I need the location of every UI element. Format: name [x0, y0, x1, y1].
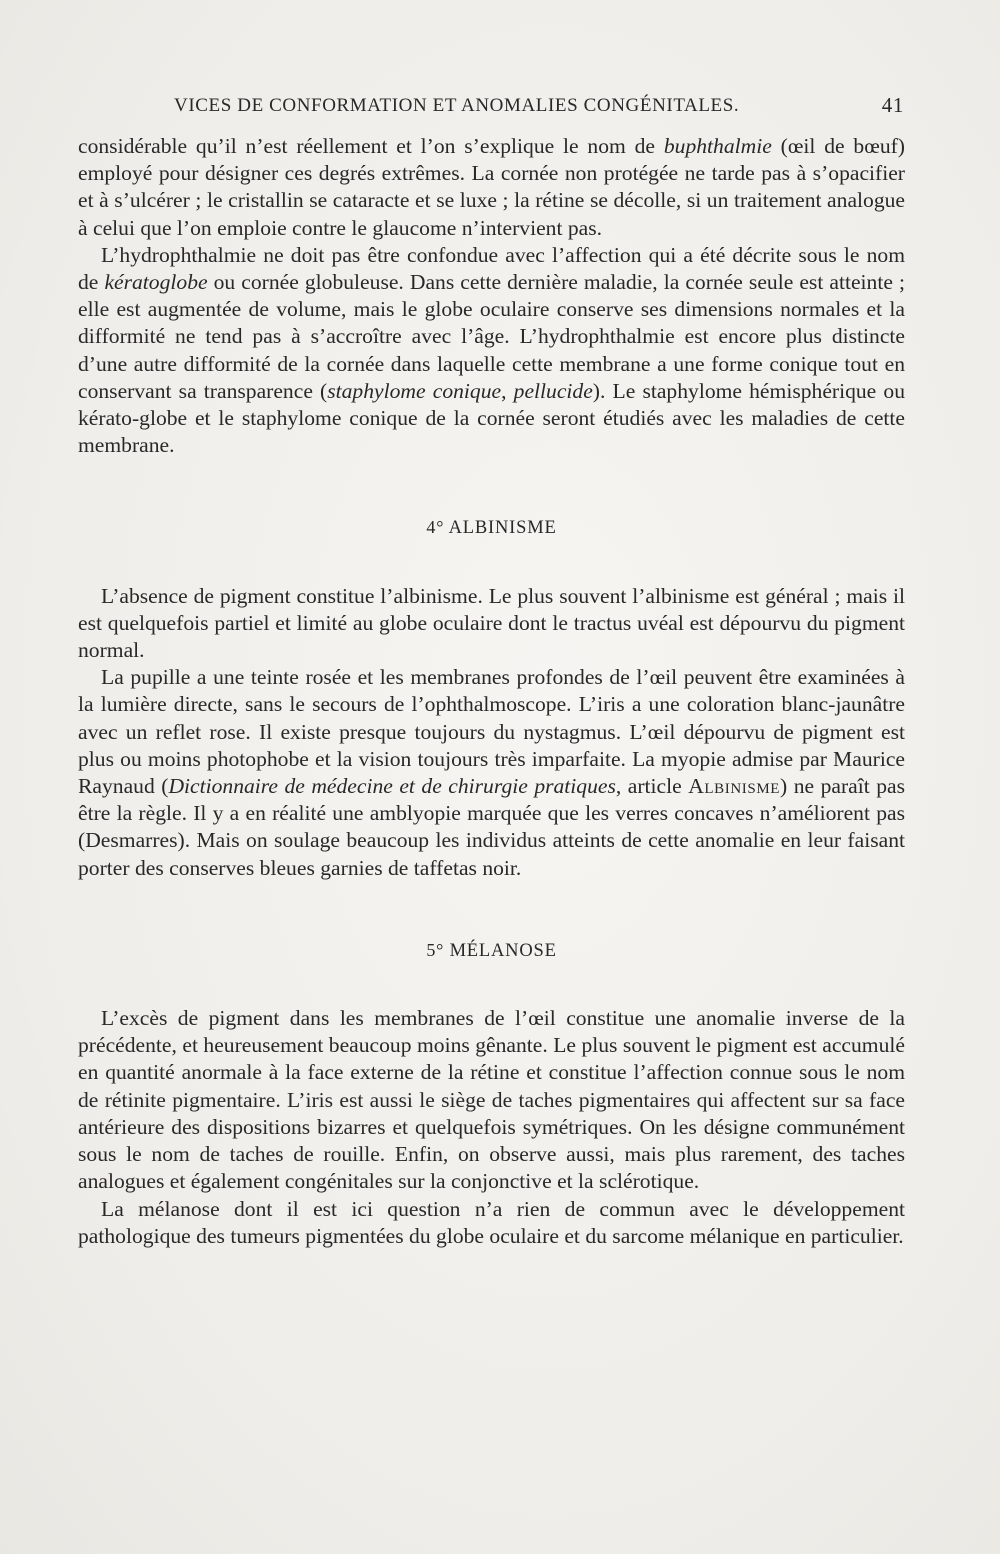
paragraph-albinisme-2 [78, 664, 905, 882]
page-number: 41 [881, 93, 904, 117]
section-number: 4° [426, 517, 445, 538]
text-run: L’hydrophthalmie ne doit pas être confondue avec l’affection qui a été décrite sous le nom de [78, 242, 905, 295]
section-title: ALBINISME [448, 518, 557, 539]
paragraph-buphthalmie [78, 133, 905, 242]
paragraph-albinisme-1: L’absence de pigment constitue l’albinisme. Le plus souvent l’albinisme est général ; mais il est quelquefois partiel et limité au globe oculaire dont le tractus uvéal est dépourvu du pigment normal. [78, 583, 905, 663]
text-run: La pupille a une teinte rosée et les membranes profondes de l’œil peuvent être examinées à la lumière directe, sans le secours de l’ophthalmoscope. L’iris a une coloration blanc-jaunâtre avec un reflet rose. Il existe presque toujours du nystagmus. L’œil dépourvu de pigment est plus ou moins photophobe et la vision toujours très imparfaite. La myopie admise par Maurice Raynaud ( [78, 665, 905, 799]
section-title: MÉLANOSE [449, 940, 557, 961]
section-heading-albinisme [78, 514, 905, 542]
paragraph-keratoglobe [78, 242, 905, 460]
running-header [174, 95, 904, 127]
italic-term: kératoglobe [104, 270, 208, 295]
body-text [78, 133, 905, 1250]
italic-citation: Dictionnaire de médecine et de chirurgie pratiques [168, 774, 616, 799]
italic-term: pellucide [513, 378, 593, 403]
paragraph-melanose-1: L’excès de pigment dans les membranes de l’œil constitue une anomalie inverse de la précédente, et heureusement beaucoup moins gênante. Le plus souvent le pigment est accumulé en quantité anormale à la face externe de la rétine et constitue l’affection connue sous le nom de rétinite pigmentaire. L’iris est aussi le siège de taches pigmentaires qui affectent sur sa face antérieure des dispositions bizarres et quelquefois symétriques. On les désigne communément sous le nom de taches de rouille. Enfin, on observe aussi, mais plus rarement, des taches analogues et également congénitales sur la conjonctive et la sclérotique. [78, 1006, 905, 1194]
text-run: (œil de bœuf) employé pour désigner ces degrés extrêmes. La cornée non protégée ne tarde pas à s’opacifier et à s’ulcérer ; le cristallin se cataracte et se luxe ; la rétine se décolle, si un traitement analogue à celui que l’on emploie contre le glaucome n’intervient pas. [78, 134, 905, 240]
paragraph-melanose-2: La mélanose dont il est ici question n’a rien de commun avec le développement pathologique des tumeurs pigmentées du globe oculaire et du sarcome mélanique en particulier. [78, 1196, 905, 1248]
running-title: VICES DE CONFORMATION ET ANOMALIES CONGÉNITALES. [174, 95, 740, 116]
smallcaps-term: Albinisme [688, 774, 781, 799]
text-run: ) ne paraît pas être la règle. Il y a en réalité une amblyopie marquée que les verres concaves n’améliorent pas (Desmarres). Mais on soulage beaucoup les individus atteints de cette anomalie en leur faisant porter des conserves bleues garnies de taffetas noir. [78, 774, 905, 880]
text-run: ou cornée globuleuse. Dans cette dernière maladie, la cornée seule est atteinte ; elle est augmentée de volume, mais le globe oculaire conserve ses dimensions normales et la difformité ne tend pas à s’accroître avec l’âge. L’hydrophthalmie est encore plus distincte d’une autre difformité de la cornée dans laquelle cette membrane a une forme conique tout en conservant sa transparence ( [78, 270, 905, 403]
section-number: 5° [426, 939, 445, 960]
italic-term: buphthalmie [663, 134, 772, 158]
section-heading-melanose [78, 937, 905, 965]
italic-term: staphylome conique [327, 378, 502, 403]
text-run: considérable qu’il n’est réellement et l’on s’explique le nom de [78, 134, 664, 158]
text-run: , [501, 378, 514, 403]
text-run: ). Le staphylome hémisphérique ou kérato-globe et le staphylome conique de la cornée seront étudiés avec les maladies de cette membrane. [78, 378, 906, 458]
text-run: , article [615, 774, 689, 799]
